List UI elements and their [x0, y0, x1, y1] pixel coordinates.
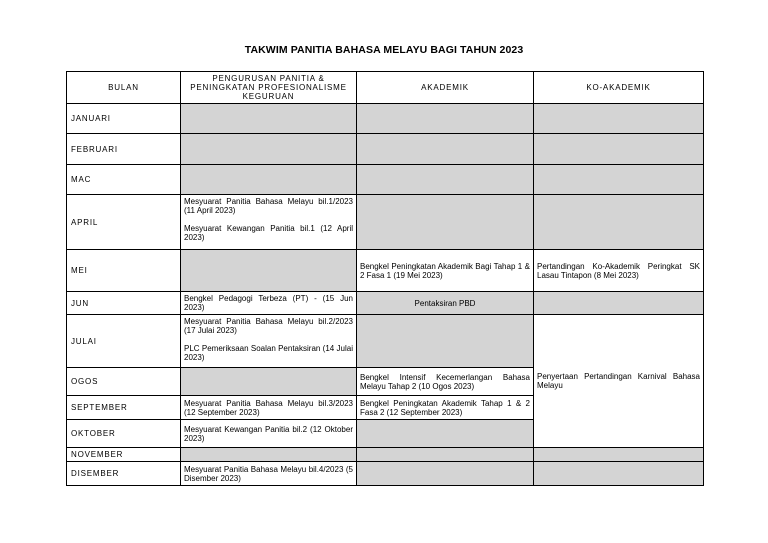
pengurusan-cell: Bengkel Pedagogi Terbeza (PT) - (15 Jun 2023) [181, 292, 357, 315]
akademik-cell: Bengkel Peningkatan Akademik Bagi Tahap 1 & 2 Fasa 1 (19 Mei 2023) [357, 250, 534, 292]
month-label: JANUARI [67, 104, 181, 134]
month-label: MEI [67, 250, 181, 292]
table-row [67, 195, 704, 250]
empty-cell [357, 104, 534, 134]
month-label: FEBRUARI [67, 134, 181, 165]
table-row [67, 250, 704, 292]
empty-cell [357, 420, 534, 448]
month-label: SEPTEMBER [67, 396, 181, 420]
empty-cell [357, 195, 534, 250]
empty-cell [357, 165, 534, 195]
empty-cell [357, 462, 534, 486]
header-row [67, 72, 704, 104]
empty-cell [357, 448, 534, 462]
empty-cell [181, 448, 357, 462]
table-row [67, 165, 704, 195]
table-row [67, 292, 704, 315]
header-akademik: AKADEMIK [357, 72, 534, 104]
pengurusan-cell [181, 195, 357, 250]
document-title: TAKWIM PANITIA BAHASA MELAYU BAGI TAHUN 2023 [244, 44, 524, 56]
month-label: NOVEMBER [67, 448, 181, 462]
month-label: APRIL [67, 195, 181, 250]
table-row [67, 134, 704, 165]
pengurusan-cell: Mesyuarat Panitia Bahasa Melayu bil.3/2023 (12 September 2023) [181, 396, 357, 420]
kokademik-cell: Pertandingan Ko-Akademik Peringkat SK Lasau Tintapon (8 Mei 2023) [534, 250, 704, 292]
empty-cell [534, 292, 704, 315]
empty-cell [534, 165, 704, 195]
activity-text: PLC Pemeriksaan Soalan Pentaksiran (14 Julai 2023) [184, 344, 353, 362]
empty-cell [534, 448, 704, 462]
table-row [67, 462, 704, 486]
empty-cell [181, 134, 357, 165]
empty-cell [357, 315, 534, 368]
month-label: OKTOBER [67, 420, 181, 448]
table-row [67, 315, 704, 368]
month-label: OGOS [67, 368, 181, 396]
month-label: JULAI [67, 315, 181, 368]
empty-cell [534, 195, 704, 250]
empty-cell [534, 104, 704, 134]
pengurusan-cell [181, 315, 357, 368]
month-label: DISEMBER [67, 462, 181, 486]
empty-cell [181, 165, 357, 195]
activity-text: Mesyuarat Panitia Bahasa Melayu bil.2/2023 (17 Julai 2023) [184, 317, 353, 335]
header-bulan: BULAN [67, 72, 181, 104]
kokademik-cell: Penyertaan Pertandingan Karnival Bahasa Melayu [534, 315, 704, 448]
pengurusan-cell: Mesyuarat Kewangan Panitia bil.2 (12 Oktober 2023) [181, 420, 357, 448]
header-pengurusan: PENGURUSAN PANITIA & PENINGKATAN PROFESIONALISME KEGURUAN [181, 72, 357, 104]
empty-cell [534, 134, 704, 165]
empty-cell [534, 462, 704, 486]
activity-text: Mesyuarat Panitia Bahasa Melayu bil.1/2023 (11 April 2023) [184, 197, 353, 215]
month-label: JUN [67, 292, 181, 315]
akademik-cell: Bengkel Intensif Kecemerlangan Bahasa Melayu Tahap 2 (10 Ogos 2023) [357, 368, 534, 396]
table-row [67, 104, 704, 134]
empty-cell [357, 134, 534, 165]
empty-cell [181, 104, 357, 134]
header-kokademik: KO-AKADEMIK [534, 72, 704, 104]
activity-text: Mesyuarat Kewangan Panitia bil.1 (12 April 2023) [184, 224, 353, 242]
empty-cell [181, 368, 357, 396]
month-label: MAC [67, 165, 181, 195]
akademik-cell: Pentaksiran PBD [357, 292, 534, 315]
empty-cell [181, 250, 357, 292]
akademik-cell: Bengkel Peningkatan Akademik Tahap 1 & 2 Fasa 2 (12 September 2023) [357, 396, 534, 420]
table-row [67, 448, 704, 462]
pengurusan-cell: Mesyuarat Panitia Bahasa Melayu bil.4/2023 (5 Disember 2023) [181, 462, 357, 486]
calendar-table [66, 71, 704, 486]
